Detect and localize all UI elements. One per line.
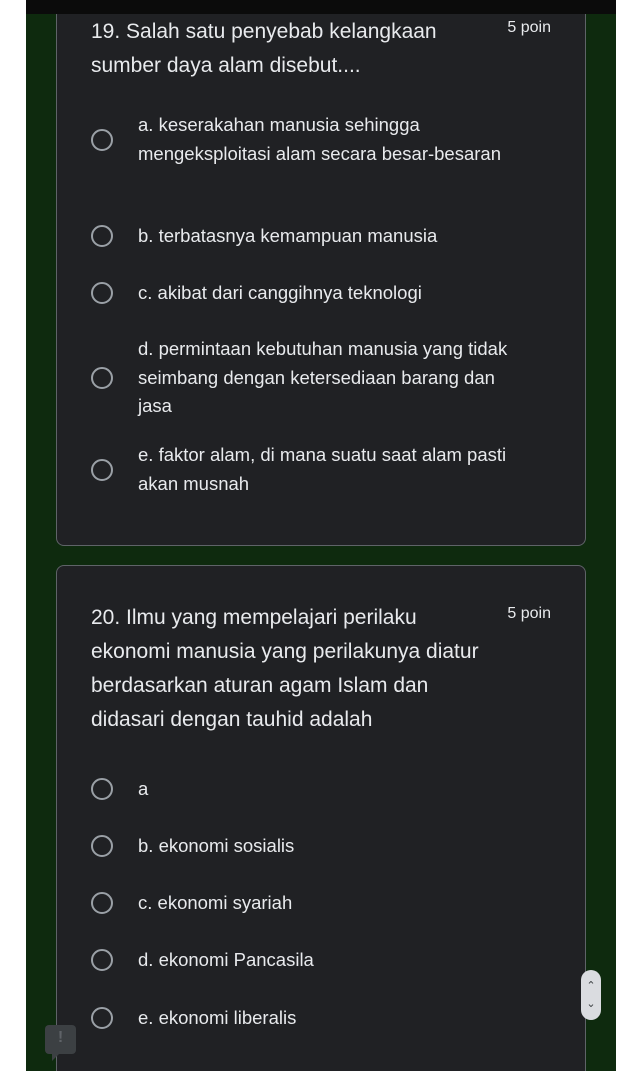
radio-button[interactable] bbox=[91, 459, 113, 481]
points-label: 5 poin bbox=[507, 19, 551, 36]
option-d[interactable] bbox=[91, 946, 545, 975]
option-label: d. permintaan kebutuhan manusia yang tidak seimbang dengan ketersediaan barang dan jasa bbox=[138, 338, 508, 416]
option-label: e. faktor alam, di mana suatu saat alam pasti akan musnah bbox=[138, 444, 507, 494]
option-a[interactable] bbox=[91, 111, 545, 168]
option-c[interactable] bbox=[91, 279, 545, 308]
question-card-19 bbox=[56, 14, 586, 546]
question-card-20 bbox=[56, 565, 586, 1071]
question-text: 19. Salah satu penyebab kelangkaan sumber daya alam disebut.... bbox=[91, 20, 437, 77]
option-label: a. keserakahan manusia sehingga mengeksploitasi alam secara besar-besaran bbox=[138, 114, 501, 164]
radio-button[interactable] bbox=[91, 225, 113, 247]
report-icon: ! bbox=[57, 1029, 64, 1046]
option-b[interactable] bbox=[91, 222, 545, 251]
option-label: e. ekonomi liberalis bbox=[138, 1007, 297, 1028]
form-background bbox=[26, 14, 616, 1071]
radio-button[interactable] bbox=[91, 778, 113, 800]
option-label: c. ekonomi syariah bbox=[138, 892, 293, 913]
option-e[interactable] bbox=[91, 441, 545, 498]
radio-button[interactable] bbox=[91, 835, 113, 857]
option-label: b. terbatasnya kemampuan manusia bbox=[138, 225, 438, 246]
radio-button[interactable] bbox=[91, 892, 113, 914]
option-d[interactable] bbox=[91, 335, 545, 421]
radio-button[interactable] bbox=[91, 1007, 113, 1029]
option-a[interactable] bbox=[91, 775, 545, 804]
chevron-down-icon[interactable]: ⌄ bbox=[586, 998, 596, 1010]
radio-button[interactable] bbox=[91, 949, 113, 971]
points-label: 5 poin bbox=[507, 605, 551, 622]
option-c[interactable] bbox=[91, 889, 545, 918]
option-e[interactable] bbox=[91, 1004, 545, 1033]
feedback-button[interactable] bbox=[45, 1025, 76, 1054]
top-bar bbox=[26, 0, 616, 14]
question-header bbox=[91, 601, 551, 737]
radio-button[interactable] bbox=[91, 367, 113, 389]
option-label: b. ekonomi sosialis bbox=[138, 835, 295, 856]
radio-button[interactable] bbox=[91, 129, 113, 151]
option-label: a bbox=[138, 778, 149, 799]
question-header bbox=[91, 15, 551, 83]
radio-button[interactable] bbox=[91, 282, 113, 304]
question-text: 20. Ilmu yang mempelajari perilaku ekonomi manusia yang perilakunya diatur berdasarkan aturan agam Islam dan didasari dengan tauhid adalah bbox=[91, 606, 479, 731]
option-label: d. ekonomi Pancasila bbox=[138, 949, 314, 970]
option-b[interactable] bbox=[91, 832, 545, 861]
option-label: c. akibat dari canggihnya teknologi bbox=[138, 282, 422, 303]
scroll-navigator[interactable] bbox=[581, 970, 601, 1020]
chevron-up-icon[interactable]: ⌃ bbox=[586, 980, 596, 992]
